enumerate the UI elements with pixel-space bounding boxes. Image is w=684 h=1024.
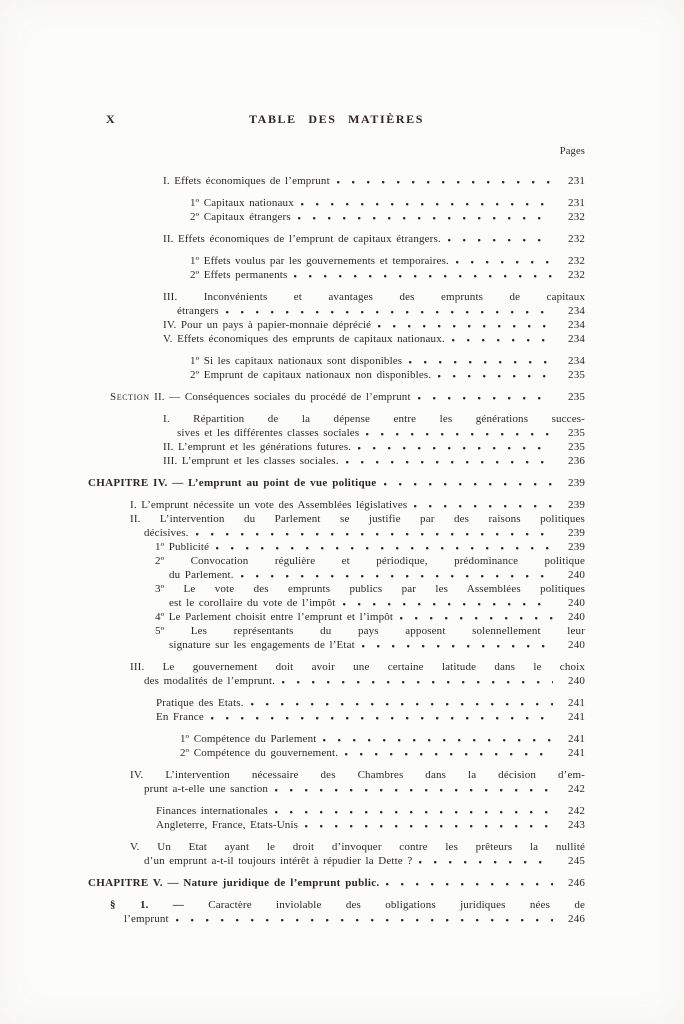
dot-leader bbox=[452, 334, 553, 342]
toc-entry bbox=[88, 368, 585, 382]
toc-entry-text: d’un emprunt a-t-il toujours intérêt à répudier la Dette ? bbox=[144, 855, 413, 867]
dot-leader bbox=[211, 712, 553, 720]
toc-entry bbox=[88, 332, 585, 346]
toc-line bbox=[163, 174, 585, 188]
toc-line bbox=[190, 354, 585, 368]
toc-entry-text: En France bbox=[156, 711, 204, 723]
toc-entry-text: Finances internationales bbox=[156, 805, 268, 817]
toc-entry-text: IV. L’intervention nécessaire des Chambres dans la décision d’em- bbox=[130, 769, 585, 781]
toc-entry bbox=[88, 174, 585, 188]
toc-line bbox=[163, 412, 585, 426]
toc-entry bbox=[88, 624, 585, 652]
toc-entry-text: CHAPITRE V. — Nature juridique de l’emprunt public. bbox=[88, 877, 380, 889]
dot-leader bbox=[409, 356, 553, 364]
dot-leader bbox=[323, 734, 553, 742]
toc-line bbox=[88, 476, 585, 490]
bold-prefix: § 1. — bbox=[110, 899, 184, 911]
smallcaps-prefix: Section bbox=[110, 391, 150, 403]
toc-entry-text: 1º Publicité bbox=[155, 541, 210, 553]
dot-leader bbox=[366, 428, 553, 436]
toc-entry-text: III. Le gouvernement doit avoir une certaine latitude dans le choix bbox=[130, 661, 585, 673]
page-number: 245 bbox=[568, 855, 585, 867]
toc-line bbox=[163, 426, 585, 440]
toc-entry bbox=[88, 582, 585, 610]
toc-line bbox=[163, 304, 585, 318]
page-number: 243 bbox=[568, 819, 585, 831]
dot-leader bbox=[216, 542, 553, 550]
toc-line bbox=[156, 804, 585, 818]
toc-line bbox=[130, 526, 585, 540]
toc-entry-text: décisives. bbox=[144, 527, 189, 539]
toc-entry bbox=[88, 696, 585, 710]
toc-line bbox=[130, 782, 585, 796]
toc-entry bbox=[88, 710, 585, 724]
dot-leader bbox=[226, 306, 553, 314]
toc-entry bbox=[88, 898, 585, 926]
toc-entry-text: 2º Effets permanents bbox=[190, 269, 288, 281]
toc-entry-text: 3º Le vote des emprunts publics par les Assemblées politiques bbox=[155, 583, 585, 595]
folio-number: X bbox=[106, 112, 115, 126]
toc-line bbox=[156, 696, 585, 710]
toc-entry-text: étrangers bbox=[177, 305, 219, 317]
toc-entry-text: 2º Capitaux étrangers bbox=[190, 211, 291, 223]
dot-leader bbox=[419, 856, 553, 864]
toc-line bbox=[180, 746, 585, 760]
dot-leader bbox=[241, 570, 553, 578]
toc-entry bbox=[88, 876, 585, 890]
toc-line bbox=[130, 660, 585, 674]
page-number: 241 bbox=[568, 711, 585, 723]
page-number: 240 bbox=[568, 675, 585, 687]
toc-entry bbox=[88, 610, 585, 624]
toc-entry bbox=[88, 498, 585, 512]
toc-line bbox=[130, 854, 585, 868]
dot-leader bbox=[400, 612, 553, 620]
page-number: 235 bbox=[568, 391, 585, 403]
dot-leader bbox=[337, 176, 553, 184]
toc-entry-text: 1º Capitaux nationaux bbox=[190, 197, 294, 209]
toc-entry-text: CHAPITRE IV. — L’emprunt au point de vue politique bbox=[88, 477, 377, 489]
page-number: 240 bbox=[568, 569, 585, 581]
dot-leader bbox=[196, 528, 553, 536]
toc-line bbox=[130, 674, 585, 688]
toc-entry-text: II. Effets économiques de l’emprunt de capitaux étrangers. bbox=[163, 233, 441, 245]
page-number: 246 bbox=[568, 877, 585, 889]
toc-entry bbox=[88, 196, 585, 210]
page-number: 239 bbox=[568, 541, 585, 553]
toc-entry bbox=[88, 540, 585, 554]
toc-entry bbox=[88, 412, 585, 440]
toc-entry bbox=[88, 746, 585, 760]
toc-line bbox=[155, 596, 585, 610]
toc-line bbox=[156, 710, 585, 724]
toc-entry-text: II. L’emprunt et les générations futures. bbox=[163, 441, 352, 453]
toc-line bbox=[163, 318, 585, 332]
toc-line bbox=[110, 898, 585, 912]
toc-entry bbox=[88, 440, 585, 454]
dot-leader bbox=[251, 698, 553, 706]
page-number: 235 bbox=[568, 427, 585, 439]
page-number: 239 bbox=[568, 527, 585, 539]
dot-leader bbox=[384, 478, 554, 486]
toc-entry bbox=[88, 732, 585, 746]
page-number: 234 bbox=[568, 305, 585, 317]
toc-line bbox=[155, 638, 585, 652]
page-number: 232 bbox=[568, 255, 585, 267]
page-number: 232 bbox=[568, 269, 585, 281]
toc-line bbox=[163, 440, 585, 454]
page-number: 234 bbox=[568, 355, 585, 367]
toc-line bbox=[155, 582, 585, 596]
dot-leader bbox=[358, 442, 553, 450]
toc-entry bbox=[88, 512, 585, 540]
toc-entry bbox=[88, 840, 585, 868]
dot-leader bbox=[275, 784, 553, 792]
page-number: 232 bbox=[568, 211, 585, 223]
dot-leader bbox=[298, 212, 553, 220]
toc-line bbox=[163, 454, 585, 468]
toc-entry-text: 5º Les représentants du pays apposent solennellement leur bbox=[155, 625, 585, 637]
toc-entry bbox=[88, 454, 585, 468]
toc-line bbox=[155, 554, 585, 568]
toc-line bbox=[190, 210, 585, 224]
dot-leader bbox=[456, 256, 553, 264]
page-number: 242 bbox=[568, 805, 585, 817]
toc-line bbox=[155, 568, 585, 582]
toc-entry-text: 1º Si les capitaux nationaux sont disponibles bbox=[190, 355, 403, 367]
page-number: 242 bbox=[568, 783, 585, 795]
toc-entry-text: I. Répartition de la dépense entre les générations succes- bbox=[163, 413, 585, 425]
page-number: 241 bbox=[568, 733, 585, 745]
toc-entry-text: II. L’intervention du Parlement se justifie par des raisons politiques bbox=[130, 513, 585, 525]
toc-entry bbox=[88, 268, 585, 282]
toc-entry bbox=[88, 660, 585, 688]
page-number: 235 bbox=[568, 441, 585, 453]
toc-line bbox=[155, 610, 585, 624]
toc-entry-text: III. Inconvénients et avantages des emprunts de capitaux bbox=[163, 291, 585, 303]
toc-entry bbox=[88, 804, 585, 818]
dot-leader bbox=[378, 320, 553, 328]
dot-leader bbox=[294, 270, 553, 278]
dot-leader bbox=[282, 676, 553, 684]
dot-leader bbox=[386, 878, 553, 886]
toc-line bbox=[163, 332, 585, 346]
toc-entry-text: prunt a-t-elle une sanction bbox=[144, 783, 269, 795]
toc-line bbox=[110, 390, 585, 404]
toc-entry-text: du Parlement. bbox=[169, 569, 234, 581]
toc-entry-text: Section II. — Conséquences sociales du procédé de l’emprunt bbox=[110, 391, 411, 403]
toc-entry-text: Pratique des Etats. bbox=[156, 697, 244, 709]
toc-entry-text: sives et les différentes classes sociales bbox=[177, 427, 360, 439]
dot-leader bbox=[414, 500, 553, 508]
dot-leader bbox=[305, 820, 553, 828]
page-number: 241 bbox=[568, 697, 585, 709]
toc-line bbox=[190, 368, 585, 382]
toc-entry bbox=[88, 290, 585, 318]
toc-entry-text: I. Effets économiques de l’emprunt bbox=[163, 175, 330, 187]
dot-leader bbox=[176, 914, 553, 922]
page-number: 239 bbox=[568, 477, 585, 489]
toc-entry-text: V. Un Etat ayant le droit d’invoquer contre les prêteurs la nullité bbox=[130, 841, 585, 853]
toc-entry bbox=[88, 390, 585, 404]
dot-leader bbox=[346, 456, 553, 464]
toc-line bbox=[190, 196, 585, 210]
dot-leader bbox=[448, 234, 553, 242]
toc-line bbox=[155, 540, 585, 554]
table-of-contents bbox=[88, 174, 585, 926]
page-number: 231 bbox=[568, 175, 585, 187]
toc-line bbox=[190, 268, 585, 282]
page-number: 240 bbox=[568, 611, 585, 623]
toc-entry-text: 4º Le Parlement choisit entre l’emprunt et l’impôt bbox=[155, 611, 394, 623]
dot-leader bbox=[301, 198, 553, 206]
toc-entry-text: 1º Compétence du Parlement bbox=[180, 733, 317, 745]
toc-entry bbox=[88, 554, 585, 582]
page-number: 240 bbox=[568, 597, 585, 609]
toc-entry bbox=[88, 318, 585, 332]
toc-line bbox=[155, 624, 585, 638]
pages-column-label: Pages bbox=[559, 146, 585, 157]
toc-line bbox=[130, 840, 585, 854]
toc-entry-text: V. Effets économiques des emprunts de capitaux nationaux. bbox=[163, 333, 445, 345]
page-number: 239 bbox=[568, 499, 585, 511]
page-header bbox=[88, 112, 585, 128]
page-number: 246 bbox=[568, 913, 585, 925]
toc-entry-text: 2º Convocation régulière et périodique, prédominance politique bbox=[155, 555, 585, 567]
toc-entry-text: I. L’emprunt nécessite un vote des Assemblées législatives bbox=[130, 499, 408, 511]
page-number: 234 bbox=[568, 333, 585, 345]
toc-line bbox=[163, 290, 585, 304]
toc-entry bbox=[88, 354, 585, 368]
dot-leader bbox=[438, 370, 553, 378]
toc-entry-text: l’emprunt bbox=[124, 913, 169, 925]
toc-line bbox=[130, 768, 585, 782]
toc-entry-text: signature sur les engagements de l’Etat bbox=[169, 639, 355, 651]
toc-line bbox=[88, 876, 585, 890]
dot-leader bbox=[362, 640, 553, 648]
toc-entry-text: Angleterre, France, Etats-Unis bbox=[156, 819, 299, 831]
dot-leader bbox=[343, 598, 553, 606]
toc-entry bbox=[88, 254, 585, 268]
toc-entry bbox=[88, 476, 585, 490]
toc-line bbox=[110, 912, 585, 926]
page-number: 234 bbox=[568, 319, 585, 331]
toc-entry-text: est le corollaire du vote de l’impôt bbox=[169, 597, 336, 609]
toc-entry bbox=[88, 818, 585, 832]
toc-line bbox=[130, 498, 585, 512]
page-number: 232 bbox=[568, 233, 585, 245]
toc-entry-text: des modalités de l’emprunt. bbox=[144, 675, 276, 687]
page-title: TABLE DES MATIÈRES bbox=[248, 112, 425, 126]
toc-line bbox=[180, 732, 585, 746]
page-number: 240 bbox=[568, 639, 585, 651]
toc-entry-text: IV. Pour un pays à papier-monnaie déprécié bbox=[163, 319, 372, 331]
toc-line bbox=[190, 254, 585, 268]
toc-entry bbox=[88, 768, 585, 796]
dot-leader bbox=[418, 392, 553, 400]
toc-entry-text: 2º Compétence du gouvernement. bbox=[180, 747, 339, 759]
toc-entry-text: § 1. — Caractère inviolable des obligations juridiques nées de bbox=[110, 899, 586, 911]
toc-line bbox=[130, 512, 585, 526]
toc-entry-text: 1º Effets voulus par les gouvernements et temporaires. bbox=[190, 255, 449, 267]
dot-leader bbox=[345, 748, 553, 756]
dot-leader bbox=[275, 806, 553, 814]
toc-line bbox=[156, 818, 585, 832]
toc-entry-text: III. L’emprunt et les classes sociales. bbox=[163, 455, 339, 467]
page-number: 241 bbox=[568, 747, 585, 759]
toc-entry-text: 2º Emprunt de capitaux nationaux non disponibles. bbox=[190, 369, 432, 381]
toc-entry bbox=[88, 232, 585, 246]
page-number: 236 bbox=[568, 455, 585, 467]
page-number: 231 bbox=[568, 197, 585, 209]
toc-entry bbox=[88, 210, 585, 224]
page-number: 235 bbox=[568, 369, 585, 381]
toc-line bbox=[163, 232, 585, 246]
